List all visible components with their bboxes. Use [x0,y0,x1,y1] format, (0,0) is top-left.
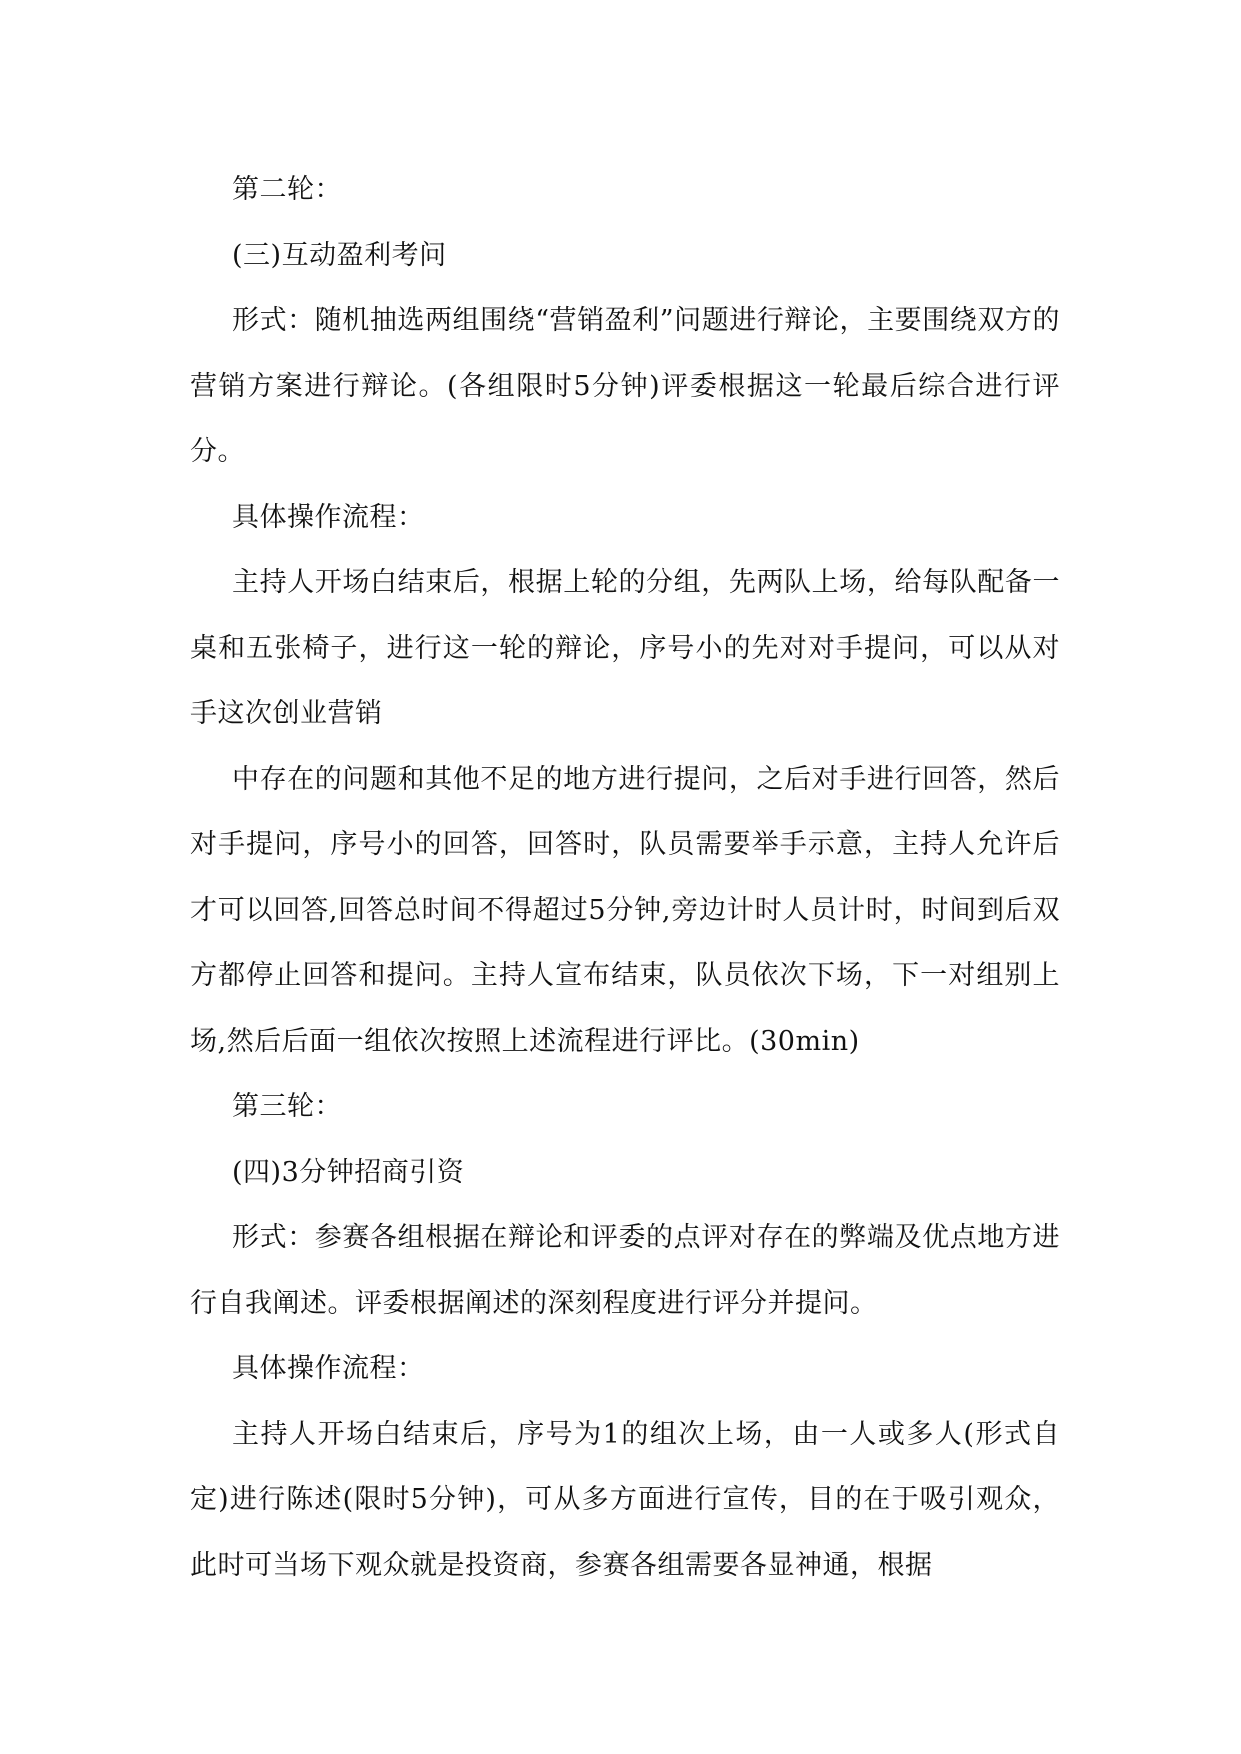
document-body [190,157,1060,1598]
section-three-heading: (三)互动盈利考问 [232,239,447,271]
procedure-continuation-paragraph: 中存在的问题和其他不足的地方进行提问，之后对手进行回答，然后对手提问，序号小的回答，回答时，队员需要举手示意，主持人允许后才可以回答,回答总时间不得超过5分钟,旁边计时人员计时，时间到后双方都停止回答和提问。主持人宣布结束，队员依次下场，下一对组别上场,然后后面一组依次按照上述流程进行评比。(30min) [190,763,1060,1057]
round-two-heading: 第二轮： [232,174,342,205]
round-three-heading: 第三轮： [232,1091,342,1122]
section-four-format-paragraph: 形式：参赛各组根据在辩论和评委的点评对存在的弊端及优点地方进行自我阐述。评委根据阐述的深刻程度进行评分并提问。 [190,1222,1060,1319]
procedure-heading-2: 具体操作流程： [232,1353,425,1384]
procedure-paragraph: 主持人开场白结束后，根据上轮的分组，先两队上场，给每队配备一桌和五张椅子，进行这一轮的辩论，序号小的先对对手提问，可以从对手这次创业营销 [190,567,1060,729]
section-four-heading: (四)3分钟招商引资 [232,1156,465,1188]
section-three-format-paragraph: 形式：随机抽选两组围绕“营销盈利”问题进行辩论，主要围绕双方的营销方案进行辩论。(各组限时5分钟)评委根据这一轮最后综合进行评分。 [190,305,1060,467]
procedure-paragraph-2: 主持人开场白结束后，序号为1的组次上场，由一人或多人(形式自定)进行陈述(限时5分钟)，可从多方面进行宣传，目的在于吸引观众，此时可当场下观众就是投资商，参赛各组需要各显神通，根据 [190,1418,1060,1581]
procedure-heading: 具体操作流程： [232,501,425,533]
